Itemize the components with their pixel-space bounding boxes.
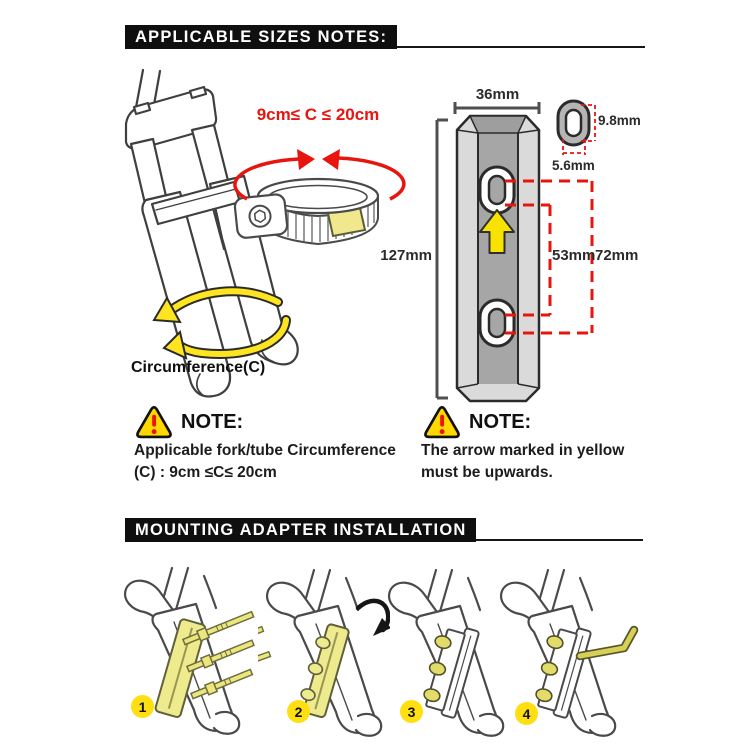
width-bracket <box>455 102 539 114</box>
dim-hole-width: 5.6mm <box>552 158 595 173</box>
warning-icon <box>423 405 461 439</box>
note-fork-line1: Applicable fork/tube Circumference <box>134 442 396 459</box>
note-fork-line2: (C) : 9cm ≤C≤ 20cm <box>134 464 277 481</box>
height-bracket <box>437 120 448 398</box>
adapter-body <box>457 116 539 401</box>
banner-applicable-sizes: APPLICABLE SIZES NOTES: <box>125 25 397 49</box>
step1-badge: 1 <box>131 695 154 718</box>
hose-clamp-drawing <box>234 179 378 244</box>
step2-illustration <box>258 568 390 744</box>
dim-hole-height: 9.8mm <box>598 113 641 128</box>
circumference-label: Circumference(C) <box>131 359 266 376</box>
step3-illustration <box>380 568 510 744</box>
dim-height: 127mm <box>380 247 432 264</box>
dim-width: 36mm <box>475 86 520 103</box>
note-arrow-line2: must be upwards. <box>421 464 553 481</box>
dim-spacing-inner: 53mm <box>552 247 596 264</box>
step4-badge: 4 <box>515 702 538 725</box>
note-fork-title: NOTE: <box>181 411 244 433</box>
warning-icon <box>135 405 173 439</box>
hole-detail <box>558 101 595 155</box>
note-arrow-body <box>421 440 624 484</box>
note-arrow-title: NOTE: <box>469 411 532 433</box>
note-arrow-line1: The arrow marked in yellow <box>421 442 625 459</box>
dim-spacing-outer: 72mm <box>595 247 639 264</box>
banner-mounting-installation: MOUNTING ADAPTER INSTALLATION <box>125 518 476 542</box>
step2-badge: 2 <box>287 700 310 723</box>
note-fork-body <box>134 440 396 484</box>
clamp-range-label: 9cm≤ C ≤ 20cm <box>256 105 380 124</box>
step3-badge: 3 <box>400 700 423 723</box>
